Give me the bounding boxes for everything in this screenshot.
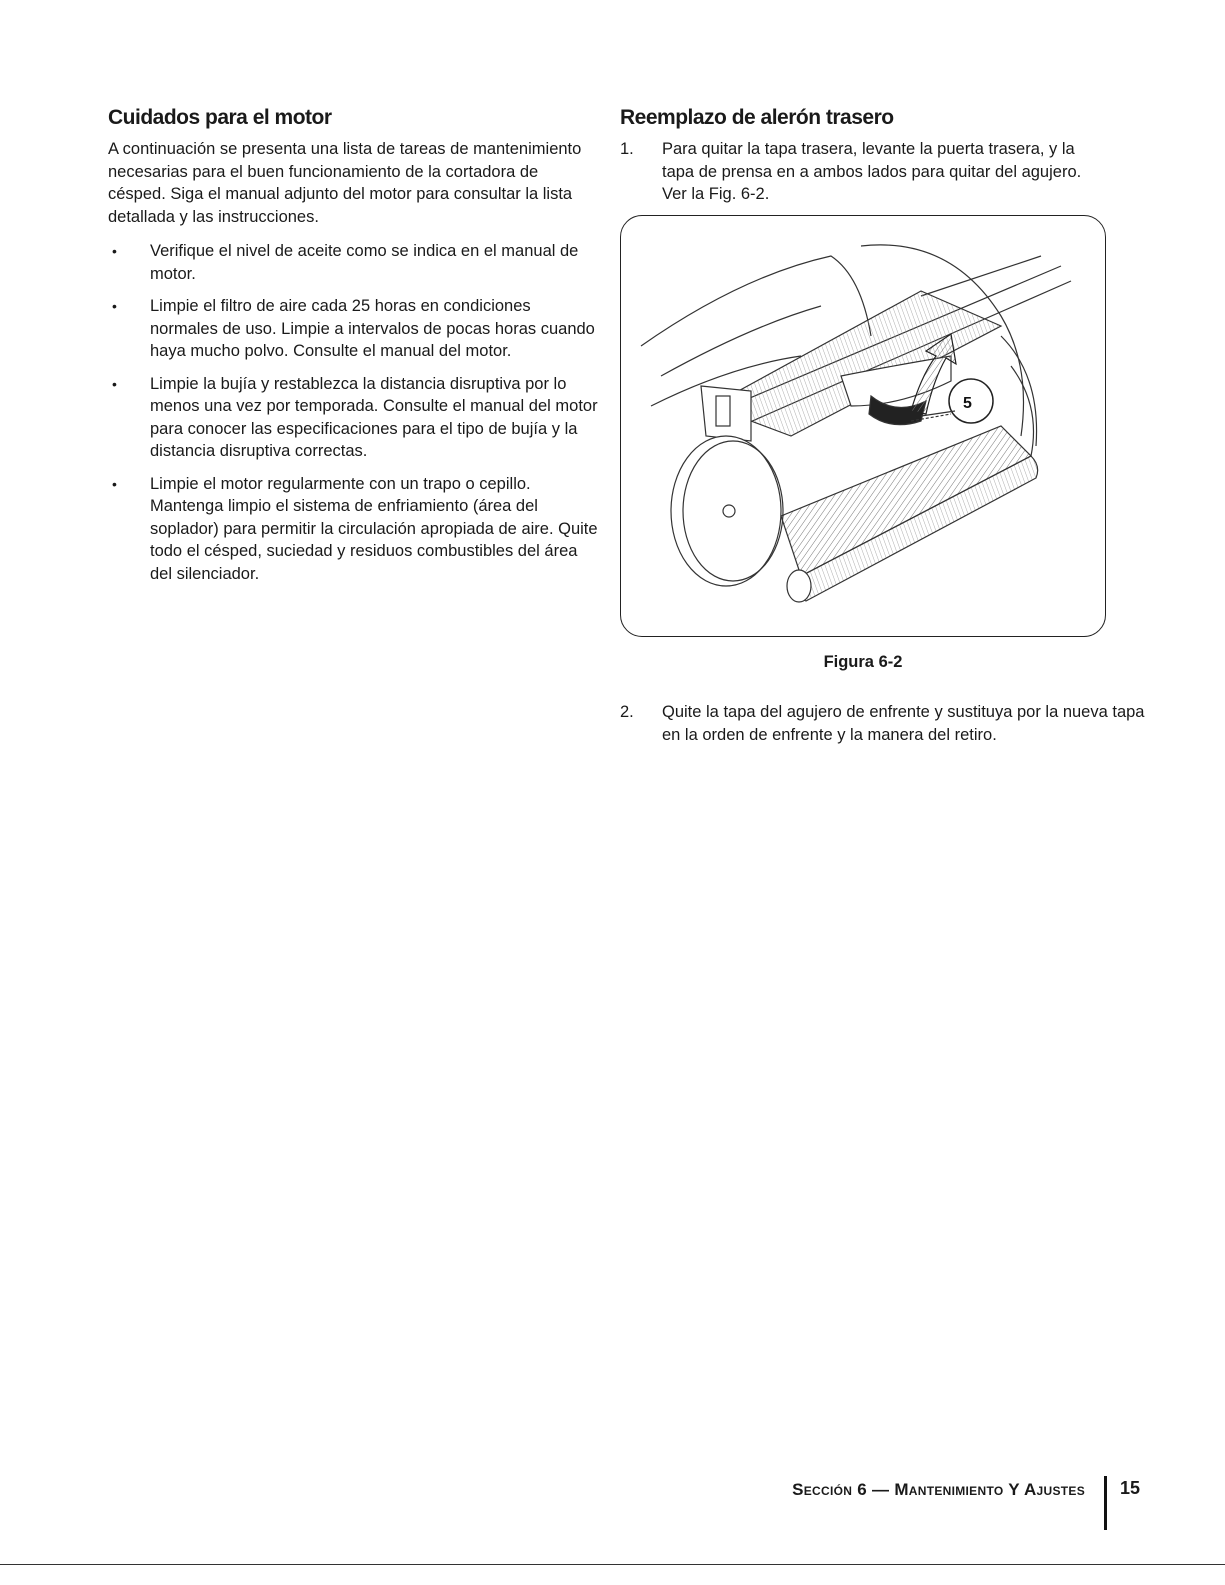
list-item (108, 373, 598, 463)
engine-care-section (108, 106, 598, 595)
step-text: Para quitar la tapa trasera, levante la puerta trasera, y la tapa de prensa en a ambos lados para quitar del agujero. Ver la Fig. 6-2. (662, 140, 1082, 203)
page-number: 15 (1120, 1478, 1141, 1498)
list-item-text: Limpie la bujía y restablezca la distancia disruptiva por lo menos una vez por temporada. Consulte el manual del motor para conocer las especificaciones para el tipo de bujía y la distancia disruptiva correctas. (150, 374, 598, 460)
bullet-marker: • (112, 475, 117, 492)
page-bottom-rule (0, 1564, 1225, 1565)
engine-care-heading: Cuidados para el motor (108, 106, 332, 129)
figure-callout-label: 5 (963, 395, 972, 412)
list-item (108, 473, 598, 586)
step-number: 1. (620, 140, 634, 158)
list-item-text: Limpie el filtro de aire cada 25 horas en condiciones normales de uso. Limpie a intervalos de pocas horas cuando haya mucho polvo. Consulte el manual del motor. (150, 297, 595, 360)
bullet-marker: • (112, 375, 117, 392)
list-item (108, 240, 598, 285)
bullet-marker: • (112, 243, 117, 259)
list-item-text: Limpie el motor regularmente con un trapo o cepillo. Mantenga limpio el sistema de enfriamiento (área del soplador) para permitir la circulación apropiada de aire. Quite todo el césped, suciedad y residuos combustibles del área del silenciador. (150, 474, 598, 583)
rear-flap-section (620, 106, 1110, 206)
figure-6-2-illustration (620, 215, 1106, 637)
rear-flap-heading: Reemplazo de alerón trasero (620, 106, 894, 129)
list-item-text: Verifique el nivel de aceite como se indica en el manual de motor. (150, 242, 579, 283)
footer-divider (1104, 1476, 1107, 1530)
step-number: 2. (620, 703, 634, 721)
step-2 (620, 701, 1152, 746)
figure-caption: Figura 6-2 (823, 653, 903, 671)
footer-section-title: Sección 6 — Mantenimiento Y Ajustes (792, 1480, 1085, 1499)
list-item (108, 295, 598, 363)
engine-care-intro: A continuación se presenta una lista de tareas de mantenimiento necesarias para el buen funcionamiento de la cortadora de césped. Siga el manual adjunto del motor para consultar la lista detallada y las instrucciones. (108, 140, 582, 226)
mower-rear-flap-drawing (621, 216, 1106, 637)
engine-care-list (108, 240, 598, 585)
step-text: Quite la tapa del agujero de enfrente y sustituya por la nueva tapa en la orden de enfrente y la manera del retiro. (662, 703, 1145, 744)
step-1 (620, 138, 1110, 206)
bullet-marker: • (112, 298, 117, 314)
